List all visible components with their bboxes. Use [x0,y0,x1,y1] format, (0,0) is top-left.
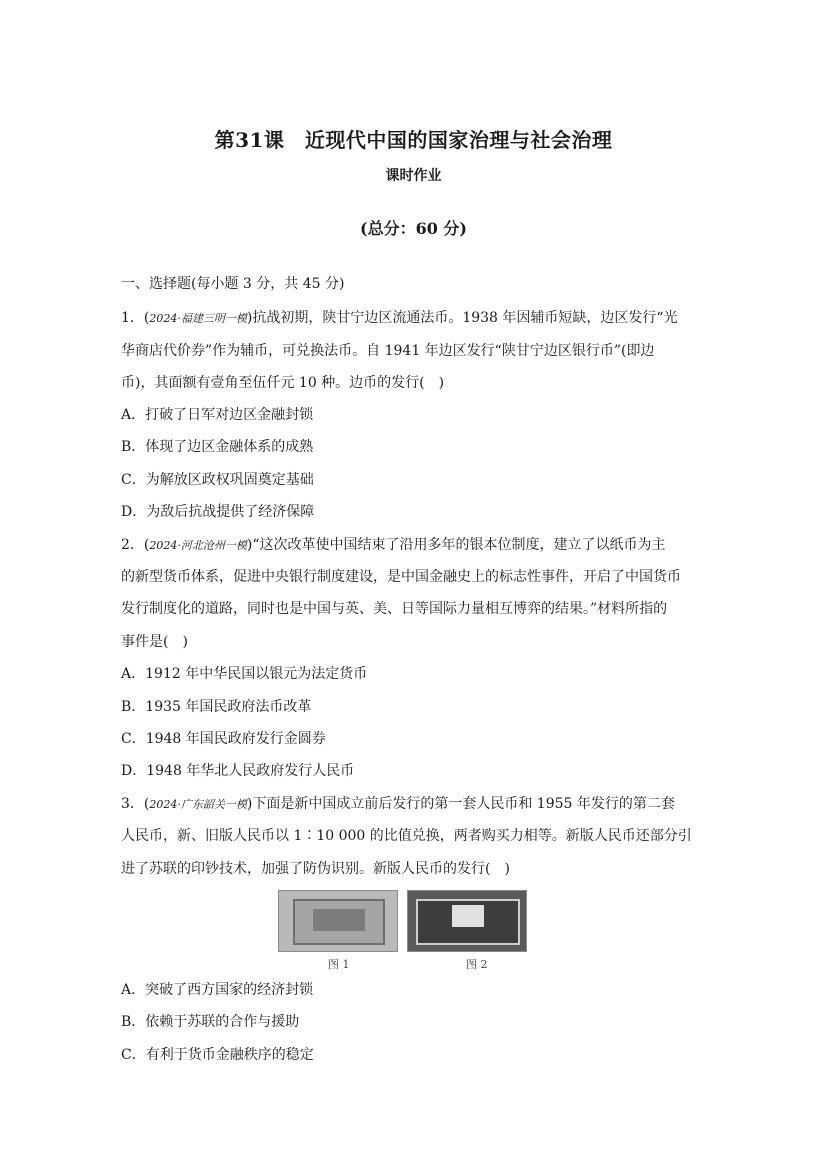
page-subtitle: 课时作业 [385,168,442,184]
question-2-line-3: 发行制度化的道路，同时也是中国与英、美、日等国际力量相互博弈的结果。”材料所指的 [121,601,668,617]
banknote-image-2 [407,890,527,952]
question-2-line-1 [121,535,666,556]
question-3-option-c: C．有利于货币金融秩序的稳定 [121,1047,314,1063]
question-3-line-1 [121,794,675,815]
question-2-option-b: B．1935 年国民政府法币改革 [121,699,312,715]
question-2-number: 2．( [121,537,150,553]
question-3-line-3: 进了苏联的印钞技术，加强了防伪识别。新版人民币的发行( ) [121,861,510,877]
section-heading: 一、选择题(每小题 3 分，共 45 分) [121,276,345,292]
total-score: (总分：60 分) [360,219,467,238]
question-2-option-a: A．1912 年中华民国以银元为法定货币 [121,666,368,682]
question-1-option-b: B．体现了边区金融体系的成熟 [121,439,314,455]
figure-1-caption: 图 1 [328,958,350,971]
question-3-number: 3．( [121,796,150,812]
question-1-option-a: A．打破了日军对边区金融封锁 [121,407,314,423]
question-1-number: 1．( [121,310,150,326]
question-2-option-d: D．1948 年华北人民政府发行人民币 [121,763,355,779]
question-1-line-2: 华商店代价券”作为辅币，可兑换法币。自 1941 年边区发行“陕甘宁边区银行币”(即边 [121,343,655,359]
question-2-line-4: 事件是( ) [121,634,188,650]
question-1-line-3: 币)，其面额有壹角至伍仟元 10 种。边币的发行( ) [121,375,445,391]
banknote-1-vignette [313,909,365,931]
question-3-line-2: 人民币，新、旧版人民币以 1∶10 000 的比值兑换，两者购买力相等。新版人民币还部分引 [121,828,692,844]
page-title: 第31课 近现代中国的国家治理与社会治理 [214,128,613,152]
banknote-2-vignette [452,905,484,927]
question-3-text: )下面是新中国成立前后发行的第一套人民币和 1955 年发行的第二套 [246,796,675,812]
banknote-figures [276,890,546,970]
question-2-text: )“这次改革使中国结束了沿用多年的银本位制度，建立了以纸币为主 [246,537,666,553]
question-1-line-1 [121,308,678,329]
question-1-source: 2024·福建三明一模 [149,312,247,325]
question-1-option-d: D．为敌后抗战提供了经济保障 [121,504,315,520]
question-2-source: 2024·河北沧州一模 [149,539,247,552]
question-3-source: 2024·广东韶关一模 [149,798,247,811]
question-2-line-2: 的新型货币体系，促进中央银行制度建设，是中国金融史上的标志性事件，开启了中国货币 [121,569,681,585]
question-1-text: )抗战初期，陕甘宁边区流通法币。1938 年因辅币短缺，边区发行“光 [246,310,678,326]
question-3-option-a: A．突破了西方国家的经济封锁 [121,982,314,998]
question-3-option-b: B．依赖于苏联的合作与援助 [121,1014,300,1030]
question-1-option-c: C．为解放区政权巩固奠定基础 [121,472,314,488]
figure-2-caption: 图 2 [466,958,488,971]
banknote-image-1 [278,890,398,952]
question-2-option-c: C．1948 年国民政府发行金圆券 [121,731,326,747]
